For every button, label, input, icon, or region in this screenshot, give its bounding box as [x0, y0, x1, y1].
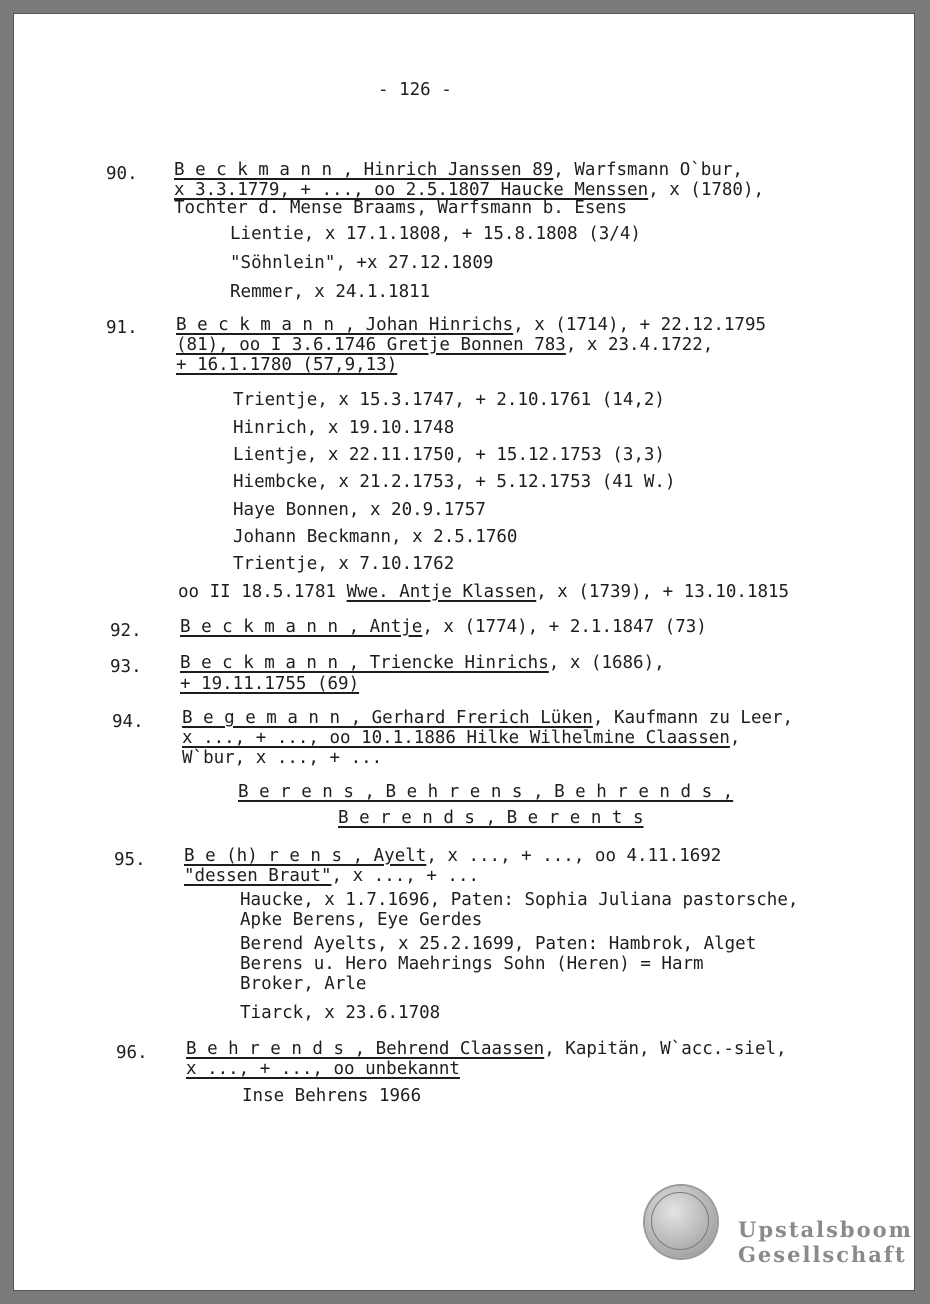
seal-icon [645, 1186, 717, 1258]
child-entry: Berend Ayelts, x 25.2.1699, Paten: Hambrok, Alget Berens u. Hero Maehrings Sohn (Heren) = Harm Broker, Arle [240, 934, 757, 994]
entry-name: B e c k m a n n , Antje [180, 617, 423, 637]
entry-95-line1: B e (h) r e n s , Ayelt, x ..., + ..., oo 4.11.1692 [184, 846, 722, 866]
spouse-name: Haucke Menssen [500, 180, 649, 200]
child-entry: Hinrich, x 19.10.1748 [233, 418, 455, 438]
child-entry: Haye Bonnen, x 20.9.1757 [233, 500, 486, 520]
entry-number: 96. [116, 1043, 148, 1063]
entry-number: 91. [106, 318, 138, 338]
logo-text-line1: Upstalsboom [738, 1217, 913, 1242]
entry-name: B e g e m a n n , Gerhard Frerich Lüken [182, 708, 593, 728]
entry-90-line1: B e c k m a n n , Hinrich Janssen 89, Warfsmann O`bur, [174, 160, 743, 180]
entry-number: 94. [112, 712, 144, 732]
entry-number: 93. [110, 657, 142, 677]
entry-91-line3: + 16.1.1780 (57,9,13) [176, 355, 398, 375]
second-marriage: oo II 18.5.1781 Wwe. Antje Klassen, x (1739), + 13.10.1815 [178, 582, 790, 602]
entry-94-line1: B e g e m a n n , Gerhard Frerich Lüken, Kaufmann zu Leer, [182, 708, 794, 728]
entry-number: 95. [114, 850, 146, 870]
section-heading-line1: B e r e n s , B e h r e n s , B e h r e n d s , [238, 782, 734, 802]
entry-name: B e (h) r e n s , Ayelt [184, 846, 427, 866]
section-heading-line2: B e r e n d s , B e r e n t s [338, 808, 644, 828]
child-entry: Remmer, x 24.1.1811 [230, 282, 431, 302]
child-entry: "Söhnlein", +x 27.12.1809 [230, 253, 494, 273]
entry-name: B e c k m a n n , Triencke Hinrichs [180, 653, 549, 673]
entry-name: B e c k m a n n , Hinrich Janssen 89 [174, 160, 554, 180]
child-entry: Inse Behrens 1966 [242, 1086, 422, 1106]
entry-93-line1: B e c k m a n n , Triencke Hinrichs, x (1686), [180, 653, 665, 673]
entry-95-line2: "dessen Braut", x ..., + ... [184, 866, 480, 886]
page-number: - 126 - [378, 80, 452, 100]
child-entry: Trientje, x 15.3.1747, + 2.10.1761 (14,2) [233, 390, 665, 410]
entry-94-line2: x ..., + ..., oo 10.1.1886 Hilke Wilhelmine Claassen, [182, 728, 741, 748]
entry-91-line1: B e c k m a n n , Johan Hinrichs, x (1714), + 22.12.1795 [176, 315, 767, 335]
entry-96-line2: x ..., + ..., oo unbekannt [186, 1059, 460, 1079]
child-entry: Tiarck, x 23.6.1708 [240, 1003, 441, 1023]
entry-number: 90. [106, 164, 138, 184]
entry-90-line2: x 3.3.1779, + ..., oo 2.5.1807 Haucke Menssen, x (1780), [174, 180, 765, 200]
entry-name: B e h r e n d s , Behrend Claassen [186, 1039, 545, 1059]
entry-96-line1: B e h r e n d s , Behrend Claassen, Kapitän, W`acc.-siel, [186, 1039, 787, 1059]
entry-92-line1: B e c k m a n n , Antje, x (1774), + 2.1.1847 (73) [180, 617, 707, 637]
entry-93-line2: + 19.11.1755 (69) [180, 674, 360, 694]
child-entry: Hiembcke, x 21.2.1753, + 5.12.1753 (41 W.) [233, 472, 676, 492]
child-entry: Lientje, x 22.11.1750, + 15.12.1753 (3,3) [233, 445, 665, 465]
entry-90-line3: Tochter d. Mense Braams, Warfsmann b. Esens [174, 198, 628, 218]
child-entry: Lientie, x 17.1.1808, + 15.8.1808 (3/4) [230, 224, 641, 244]
child-entry: Trientje, x 7.10.1762 [233, 554, 455, 574]
entry-91-line2: (81), oo I 3.6.1746 Gretje Bonnen 783, x 23.4.1722, [176, 335, 714, 355]
entry-number: 92. [110, 621, 142, 641]
child-entry: Haucke, x 1.7.1696, Paten: Sophia Juliana pastorsche, Apke Berens, Eye Gerdes [240, 890, 799, 930]
child-entry: Johann Beckmann, x 2.5.1760 [233, 527, 518, 547]
spouse-name: Wwe. Antje Klassen [346, 582, 537, 602]
spouse-name: Hilke Wilhelmine Claassen [466, 728, 730, 748]
spouse-name: Gretje Bonnen 783 [386, 335, 566, 355]
entry-94-line3: W`bur, x ..., + ... [182, 748, 383, 768]
logo-text-line2: Gesellschaft [738, 1242, 907, 1267]
entry-name: B e c k m a n n , Johan Hinrichs [176, 315, 514, 335]
